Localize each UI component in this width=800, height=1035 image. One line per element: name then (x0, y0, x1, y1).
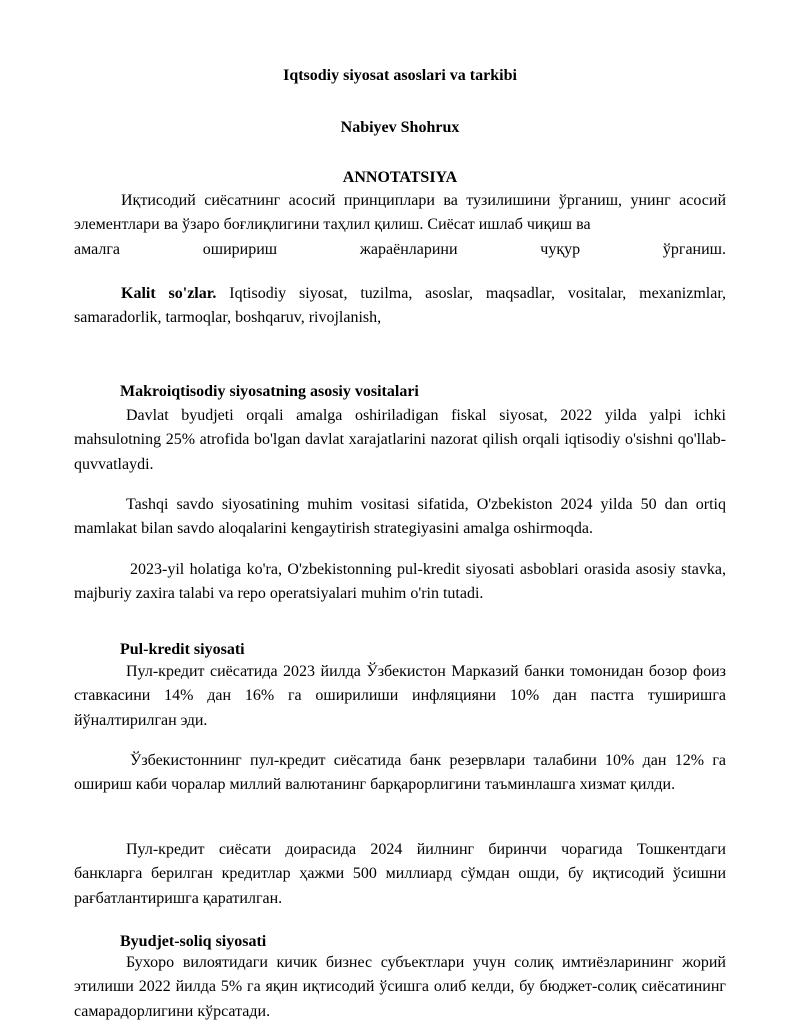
annotation-text (74, 189, 726, 238)
section-heading-budget: Byudjet-soliq siyosati (120, 933, 267, 950)
section-paragraph: 2023-yil holatiga ko'ra, O'zbekistonning pul-kredit siyosati asboblari orasida asosiy stavka, majburiy zaxira talabi va repo operatsiyalari muhim o'rin tutadi. (74, 561, 726, 603)
keywords-paragraph (74, 282, 726, 331)
annotation-text-line1: Иқтисодий сиёсатнинг асосий принциплари ва тузилишини ўрганиш, унинг асосий элементлари ва ўзаро боғлиқлигини таҳлил қилиш. Сиёсат ишлаб чиқиш ва (74, 192, 726, 234)
author-name: Nabiyev Shohrux (340, 119, 460, 136)
document-title: Iqtsodiy siyosat asoslari va tarkibi (283, 67, 517, 84)
section-heading-monetary: Pul-kredit siyosati (120, 641, 245, 658)
keywords-text: Iqtisodiy siyosat, tuzilma, asoslar, maqsadlar, vositalar, mexanizmlar, samaradorlik, tarmoqlar, boshqaruv, rivojlanish, (74, 285, 727, 327)
section-paragraph: Davlat byudjeti orqali amalga oshiriladigan fiskal siyosat, 2022 yilda yalpi ichki mahsulotning 25% atrofida bo'lgan davlat xarajatlarini nazorat qilish orqali iqtisodiy o'sishni qo'llab-quvvatlaydi. (74, 407, 726, 473)
section-paragraph: Пул-кредит сиёсатида 2023 йилда Ўзбекистон Марказий банки томонидан бозор фоиз ставкасини 14% дан 16% га оширилиши инфляцияни 10% дан пастга туширишга йўналтирилган эди. (74, 663, 726, 729)
section-heading-macro: Makroiqtisodiy siyosatning asosiy vositalari (120, 383, 419, 400)
section-paragraph: Бухоро вилоятидаги кичик бизнес субъектлари учун солиқ имтиёзларининг жорий этилиши 2022 йилда 5% га яқин иқтисодий ўсишга олиб келди, бу бюджет-солиқ сиёсатининг самарадорлигини кўрсатади. (74, 954, 726, 1020)
annotation-heading: ANNOTATSIYA (342, 169, 458, 186)
section-paragraph: Tashqi savdo siyosatining muhim vositasi sifatida, O'zbekiston 2024 yilda 50 dan ortiq mamlakat bilan savdo aloqalarini kengaytirish strategiyasini amalga oshirmoqda. (74, 496, 726, 538)
annotation-text-end (74, 238, 726, 262)
section-paragraph: Ўзбекистоннинг пул-кредит сиёсатида банк резервлари талабини 10% дан 12% га ошириш каби чоралар миллий валютанинг барқарорлигини таъминлашга хизмат қилди. (74, 752, 726, 794)
keywords-label: Kalit so'zlar. (121, 285, 217, 302)
annotation-text-line2: амалга оширириш жараёнларини чуқур ўрганиш. (74, 241, 726, 258)
section-paragraph: Пул-кредит сиёсати доирасида 2024 йилнинг биринчи чорагида Тошкентдаги банкларга берилган кредитлар ҳажми 500 миллиард сўмдан ошди, бу иқтисодий ўсишни рағбатлантиришга қаратилган. (74, 841, 726, 907)
